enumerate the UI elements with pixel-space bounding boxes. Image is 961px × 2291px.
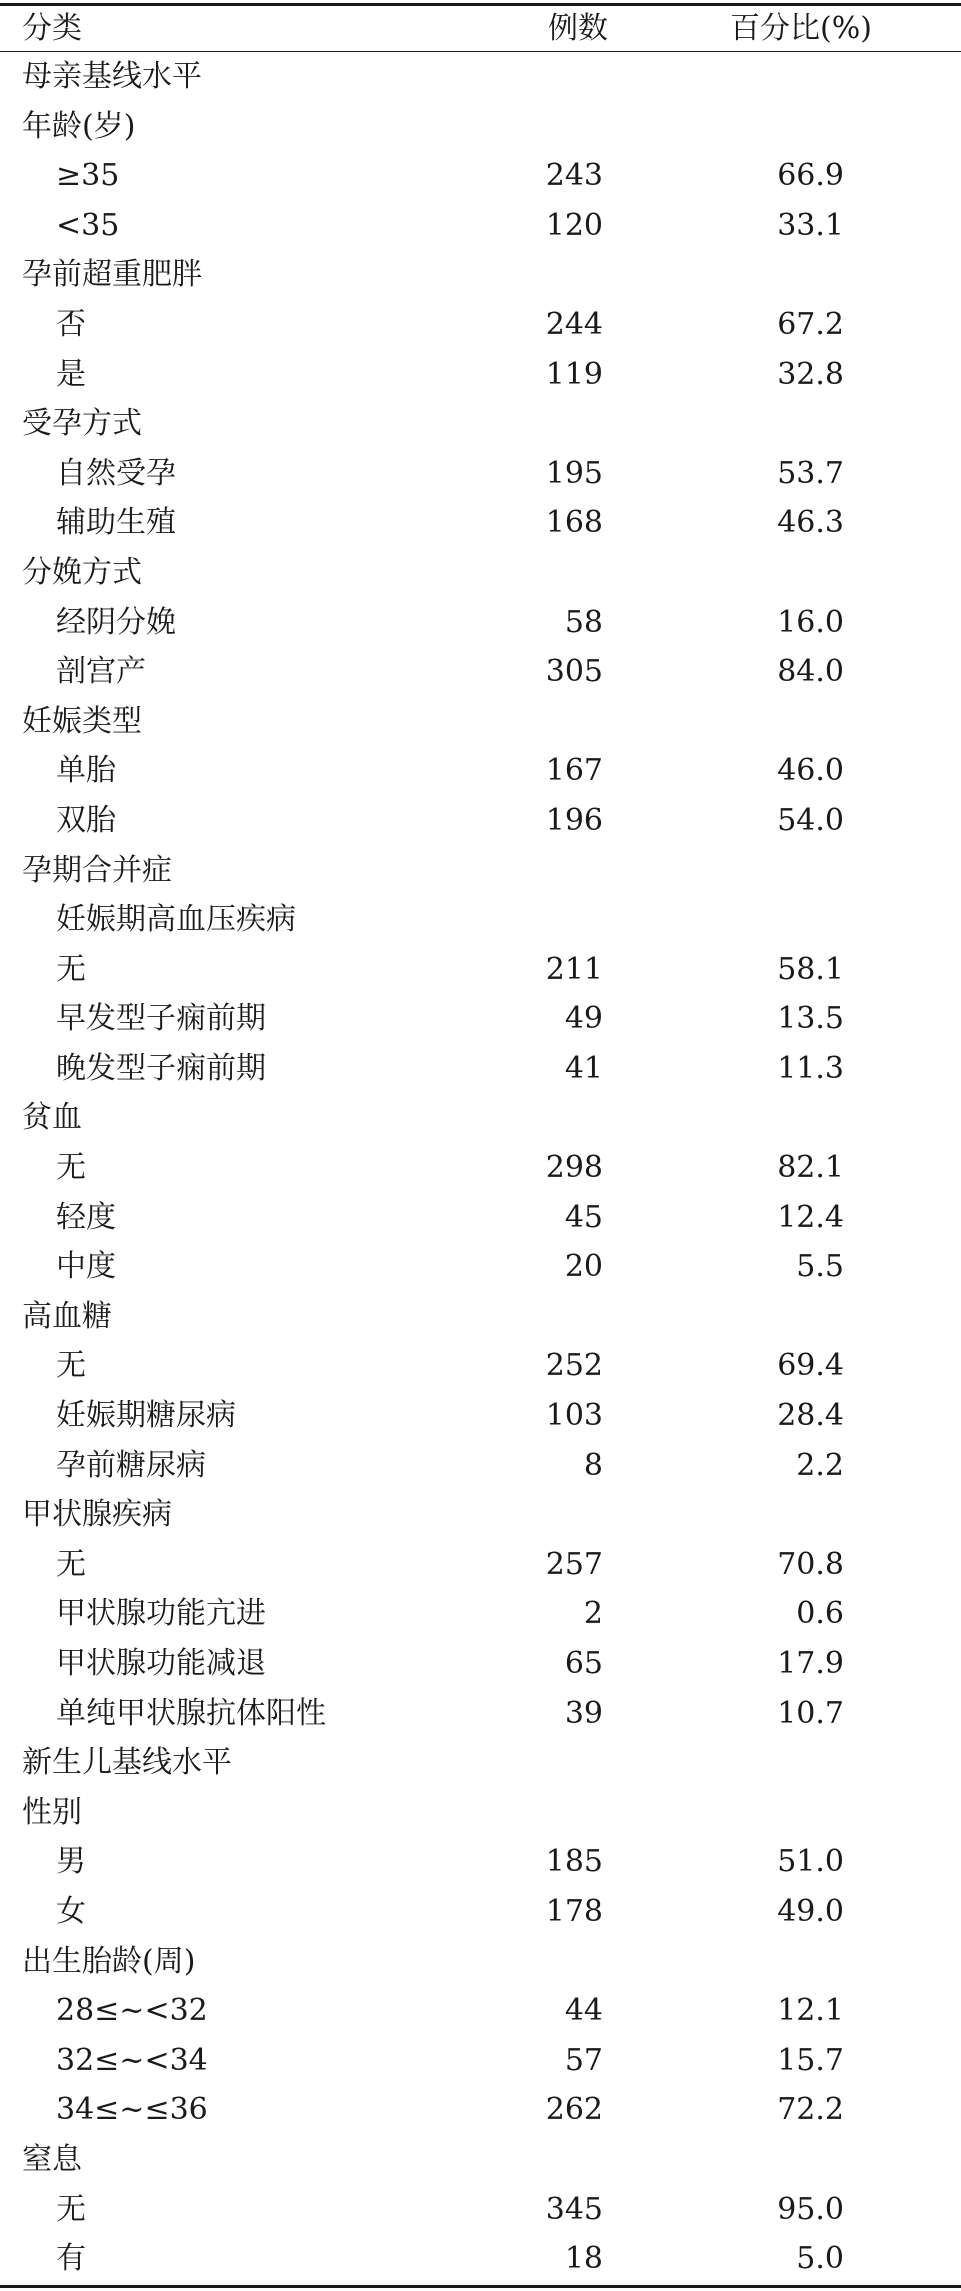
- row-percent: 66.9: [777, 158, 844, 194]
- row-percent: 5.0: [796, 2241, 844, 2277]
- row-count: 120: [545, 207, 603, 243]
- row-category: 中度: [56, 1249, 116, 1285]
- table-row: [0, 102, 961, 152]
- table-row: [0, 2036, 961, 2086]
- row-category: 孕前糖尿病: [56, 1447, 206, 1483]
- row-category: 妊娠期高血压疾病: [56, 902, 296, 938]
- table-row: [0, 300, 961, 350]
- row-count: 8: [583, 1447, 603, 1483]
- row-category: 甲状腺功能减退: [56, 1646, 266, 1681]
- row-category: 是: [56, 356, 86, 392]
- row-count: 168: [545, 505, 603, 541]
- row-category: 32≤~<34: [56, 2042, 208, 2078]
- table-header: [0, 6, 961, 51]
- table-row: [0, 399, 961, 449]
- header-percent: 百分比(%): [730, 11, 872, 46]
- row-count: 195: [545, 455, 603, 491]
- row-count: 345: [545, 2191, 603, 2227]
- table-row: [0, 1540, 961, 1590]
- row-count: 178: [545, 1893, 603, 1929]
- table-row: [0, 1193, 961, 1243]
- row-percent: 10.7: [777, 1695, 844, 1731]
- table-row: [0, 201, 961, 251]
- row-percent: 95.0: [777, 2191, 844, 2227]
- row-percent: 54.0: [777, 802, 844, 838]
- table-row: [0, 647, 961, 697]
- row-count: 262: [545, 2092, 603, 2128]
- table-row: [0, 1837, 961, 1887]
- row-category: 高血糖: [22, 1298, 112, 1334]
- row-category: 辅助生殖: [56, 505, 176, 541]
- row-count: 305: [545, 654, 603, 690]
- row-count: 2: [583, 1596, 603, 1632]
- row-category: 无: [56, 1348, 86, 1384]
- table-row: [0, 2085, 961, 2135]
- row-percent: 84.0: [777, 654, 844, 690]
- row-count: 185: [545, 1844, 603, 1880]
- row-percent: 2.2: [796, 1447, 844, 1483]
- header-category: 分类: [22, 11, 82, 46]
- table-row: [0, 1689, 961, 1739]
- row-count: 20: [564, 1249, 603, 1285]
- row-percent: 0.6: [796, 1596, 844, 1632]
- row-count: 39: [564, 1695, 603, 1731]
- row-percent: 67.2: [777, 306, 844, 342]
- row-count: 44: [564, 1993, 603, 2029]
- row-percent: 17.9: [777, 1646, 844, 1681]
- row-category: 贫血: [22, 1100, 82, 1136]
- table-row: [0, 846, 961, 896]
- row-percent: 16.0: [777, 604, 844, 640]
- row-category: 早发型子痫前期: [56, 1001, 266, 1037]
- row-count: 243: [545, 158, 603, 194]
- table-row: [0, 1441, 961, 1491]
- table-row: [0, 1887, 961, 1937]
- row-category: 受孕方式: [22, 406, 142, 442]
- row-category: 孕前超重肥胖: [22, 257, 202, 293]
- row-category: 无: [56, 951, 86, 987]
- table-row: [0, 1093, 961, 1143]
- row-category: 剖宫产: [56, 654, 146, 690]
- row-category: 自然受孕: [56, 455, 176, 491]
- row-count: 18: [564, 2241, 603, 2277]
- row-percent: 46.0: [777, 753, 844, 789]
- table-row: [0, 746, 961, 796]
- row-category: 性别: [22, 1794, 82, 1830]
- table-row: [0, 52, 961, 102]
- row-category: 经阴分娩: [56, 604, 176, 640]
- row-percent: 53.7: [777, 455, 844, 491]
- row-category: 新生儿基线水平: [22, 1745, 232, 1781]
- row-category: 无: [56, 2191, 86, 2227]
- row-count: 252: [545, 1348, 603, 1384]
- row-percent: 33.1: [777, 207, 844, 243]
- table-row: [0, 994, 961, 1044]
- row-category: 有: [56, 2241, 86, 2277]
- table-row: [0, 1490, 961, 1540]
- row-category: 无: [56, 1546, 86, 1582]
- table-row: [0, 1639, 961, 1689]
- row-category: <35: [56, 207, 120, 243]
- row-category: 出生胎龄(周): [22, 1943, 196, 1979]
- table-row: [0, 1242, 961, 1292]
- table-row: [0, 1391, 961, 1441]
- row-category: 妊娠类型: [22, 703, 142, 739]
- row-category: 无: [56, 1150, 86, 1186]
- row-percent: 72.2: [777, 2092, 844, 2128]
- row-percent: 69.4: [777, 1348, 844, 1384]
- table-row: [0, 2234, 961, 2284]
- row-count: 65: [564, 1646, 603, 1681]
- table-row: [0, 1044, 961, 1094]
- row-count: 45: [564, 1199, 603, 1235]
- table-row: [0, 151, 961, 201]
- table-row: [0, 250, 961, 300]
- row-category: 母亲基线水平: [22, 59, 202, 94]
- row-category: 窒息: [22, 2141, 82, 2177]
- header-count: 例数: [548, 11, 608, 46]
- row-category: 轻度: [56, 1199, 116, 1235]
- row-count: 244: [545, 306, 603, 342]
- row-count: 57: [564, 2042, 603, 2078]
- row-percent: 12.4: [777, 1199, 844, 1235]
- row-category: 单胎: [56, 753, 116, 789]
- table-row: [0, 1292, 961, 1342]
- row-percent: 49.0: [777, 1893, 844, 1929]
- row-percent: 70.8: [777, 1546, 844, 1582]
- table-row: [0, 945, 961, 995]
- table-row: [0, 548, 961, 598]
- row-category: 年龄(岁): [22, 108, 136, 144]
- row-percent: 32.8: [777, 356, 844, 392]
- table-row: [0, 498, 961, 548]
- table-row: [0, 2185, 961, 2235]
- row-percent: 12.1: [777, 1993, 844, 2029]
- row-count: 211: [545, 951, 603, 987]
- table-row: [0, 697, 961, 747]
- row-count: 196: [545, 802, 603, 838]
- row-category: 甲状腺疾病: [22, 1497, 172, 1533]
- row-percent: 11.3: [777, 1050, 844, 1086]
- table-row: [0, 1937, 961, 1987]
- table-row: [0, 1589, 961, 1639]
- row-percent: 58.1: [777, 951, 844, 987]
- row-percent: 5.5: [796, 1249, 844, 1285]
- table-row: [0, 1788, 961, 1838]
- row-category: 男: [56, 1844, 86, 1880]
- table-row: [0, 1738, 961, 1788]
- row-category: 34≤~≤36: [56, 2092, 208, 2128]
- row-count: 257: [545, 1546, 603, 1582]
- table-bottom-rule: [0, 2285, 961, 2288]
- table-row: [0, 449, 961, 499]
- row-percent: 46.3: [777, 505, 844, 541]
- row-category: 妊娠期糖尿病: [56, 1398, 236, 1434]
- table-row: [0, 895, 961, 945]
- row-category: 女: [56, 1893, 86, 1929]
- row-count: 119: [545, 356, 603, 392]
- row-count: 298: [545, 1150, 603, 1186]
- table-row: [0, 1986, 961, 2036]
- row-percent: 82.1: [777, 1150, 844, 1186]
- row-count: 167: [545, 753, 603, 789]
- row-category: 28≤~<32: [56, 1993, 208, 2029]
- row-percent: 13.5: [777, 1001, 844, 1037]
- table-body: [0, 52, 961, 2284]
- row-count: 58: [564, 604, 603, 640]
- table-row: [0, 2135, 961, 2185]
- row-category: 双胎: [56, 802, 116, 838]
- row-category: 晚发型子痫前期: [56, 1050, 266, 1086]
- row-count: 49: [564, 1001, 603, 1037]
- table-row: [0, 350, 961, 400]
- table-row: [0, 1143, 961, 1193]
- table-row: [0, 796, 961, 846]
- row-category: 甲状腺功能亢进: [56, 1596, 266, 1632]
- row-category: 否: [56, 306, 86, 342]
- row-category: ≥35: [56, 158, 120, 194]
- table-row: [0, 1341, 961, 1391]
- table-row: [0, 598, 961, 648]
- row-category: 分娩方式: [22, 554, 142, 590]
- row-count: 103: [545, 1398, 603, 1434]
- row-category: 单纯甲状腺抗体阳性: [56, 1695, 326, 1731]
- row-percent: 51.0: [777, 1844, 844, 1880]
- row-percent: 15.7: [777, 2042, 844, 2078]
- row-percent: 28.4: [777, 1398, 844, 1434]
- row-count: 41: [564, 1050, 603, 1086]
- row-category: 孕期合并症: [22, 852, 172, 888]
